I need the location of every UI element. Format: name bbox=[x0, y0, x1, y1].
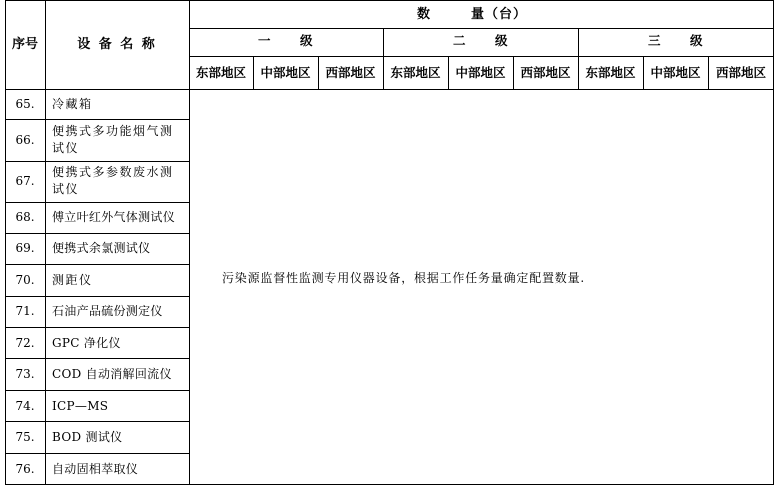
header-quantity-unit: 量（台） bbox=[471, 7, 528, 22]
row-seq: 74. bbox=[15, 399, 35, 413]
row-equipment-name: ICP—MS bbox=[52, 399, 109, 413]
row-equipment-name: 便携式多参数废水测试仪 bbox=[52, 165, 174, 196]
level-3-suffix: 级 bbox=[690, 33, 703, 48]
row-seq: 71. bbox=[15, 304, 35, 318]
region-east-level-3: 东部地区 bbox=[585, 65, 636, 80]
level-2-suffix: 级 bbox=[495, 33, 508, 48]
row-seq: 66. bbox=[15, 133, 35, 147]
row-seq: 72. bbox=[15, 336, 35, 350]
region-central-level-3: 中部地区 bbox=[650, 65, 701, 80]
header-equipment-name: 设 备 名 称 bbox=[77, 37, 157, 52]
merged-quantity-note: 污染源监督性监测专用仪器设备，根据工作任务量确定配置数量. bbox=[222, 271, 586, 285]
level-1-prefix: 一 bbox=[258, 33, 271, 48]
header-seq: 序号 bbox=[11, 37, 38, 52]
row-seq: 69. bbox=[15, 241, 35, 255]
row-equipment-name: 自动固相萃取仪 bbox=[52, 462, 139, 476]
row-seq: 73. bbox=[15, 367, 35, 381]
region-west-level-3: 西部地区 bbox=[715, 65, 766, 80]
row-equipment-name: 石油产品硫份测定仪 bbox=[52, 304, 163, 318]
level-1-suffix: 级 bbox=[300, 33, 313, 48]
row-equipment-name: COD 自动消解回流仪 bbox=[52, 367, 172, 381]
row-equipment-name: 傅立叶红外气体测试仪 bbox=[52, 210, 176, 224]
row-equipment-name: GPC 净化仪 bbox=[52, 336, 121, 350]
row-equipment-name: 冷藏箱 bbox=[52, 97, 93, 111]
row-seq: 65. bbox=[15, 97, 35, 111]
region-east-level-1: 东部地区 bbox=[195, 65, 246, 80]
row-equipment-name: 测距仪 bbox=[52, 273, 93, 287]
region-central-level-1: 中部地区 bbox=[260, 65, 311, 80]
row-seq: 68. bbox=[15, 210, 35, 224]
row-seq: 67. bbox=[15, 174, 35, 188]
region-central-level-2: 中部地区 bbox=[455, 65, 506, 80]
row-seq: 75. bbox=[15, 430, 35, 444]
row-equipment-name: BOD 测试仪 bbox=[52, 430, 123, 444]
row-equipment-name: 便携式多功能烟气测试仪 bbox=[52, 124, 174, 155]
row-seq: 70. bbox=[15, 273, 35, 287]
level-2-prefix: 二 bbox=[453, 33, 466, 48]
row-equipment-name: 便携式余氯测试仪 bbox=[52, 241, 151, 255]
level-3-prefix: 三 bbox=[648, 33, 661, 48]
region-west-level-1: 西部地区 bbox=[325, 65, 376, 80]
region-east-level-2: 东部地区 bbox=[390, 65, 441, 80]
row-seq: 76. bbox=[15, 462, 35, 476]
region-west-level-2: 西部地区 bbox=[520, 65, 571, 80]
header-quantity-char: 数 bbox=[417, 7, 431, 22]
